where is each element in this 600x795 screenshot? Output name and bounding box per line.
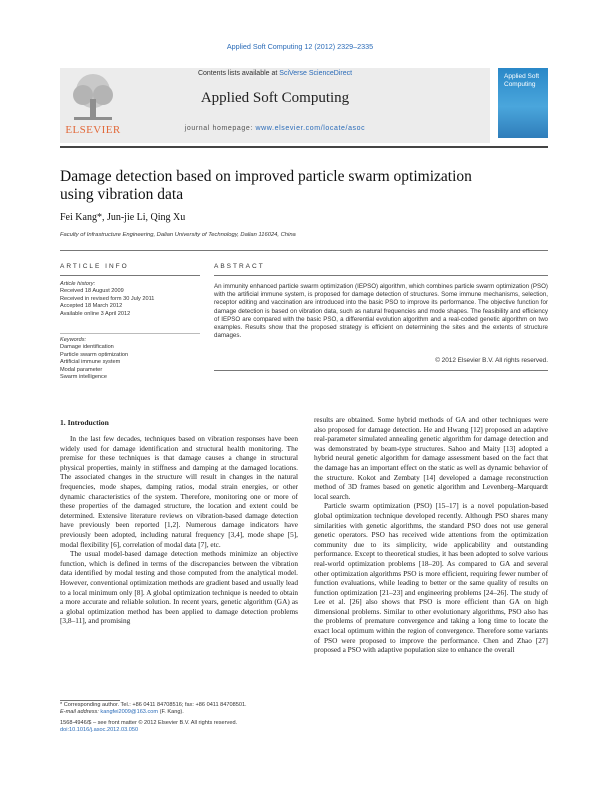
section-heading: 1. Introduction (60, 418, 109, 427)
authors: Fei Kang*, Jun-jie Li, Qing Xu (60, 212, 186, 223)
keyword-item: Modal parameter (60, 366, 103, 373)
keyword-item: Swarm intelligence (60, 374, 107, 381)
article-info-heading: ARTICLE INFO (60, 263, 129, 270)
keyword-item: Damage identification (60, 344, 114, 351)
footnote-rule (60, 700, 120, 701)
abstract-heading: ABSTRACT (214, 263, 265, 270)
history-item: Available online 3 April 2012 (60, 310, 131, 317)
history-item: Received 18 August 2009 (60, 288, 124, 295)
issn-block (60, 720, 298, 735)
email-label: E-mail address: (60, 709, 101, 716)
journal-reference[interactable]: Applied Soft Computing 12 (2012) 2329–2335 (226, 42, 374, 51)
email-suffix: (F. Kang). (158, 709, 184, 716)
divider (214, 370, 548, 371)
journal-cover-text: Applied Soft Computing (504, 73, 540, 88)
abstract-text: An immunity enhanced particle swarm optimization (IEPSO) algorithm, which combines particle swarm optimization (PSO) with the artificial immune system, is proposed for damage detection of structures. Some immune mechanisms, selection, receptor editing and vaccination are introduced into the basic PSO to improve its performance. The objective function for damage detection is based on vibration data, such as natural frequencies and mode shapes. The feasibility and efficiency of IEPSO are compared with the basic PSO, a differential evolution algorithm and a real-coded genetic algorithm on two examples. Results show that the proposed strategy is efficient on determining the sites and the extents of structure damages. (214, 283, 548, 340)
history-label: Article history: (60, 281, 96, 287)
publisher-logo-text: ELSEVIER (65, 124, 121, 136)
paragraph: In the last few decades, techniques based on vibration responses have been widely used for damage identification and structural health monitoring. The premise for these techniques is that damage causes a change in structural physical properties, mainly in stiffness and damping at the damaged locations. The associated changes in the structure will result in changes in the natural frequencies, mode shapes, damping ratios, modal strain energies, or other dynamic characteristics of the system. Therefore, monitoring one or more of these properties of the damaged structure, the location and extent could be determined. Extensive literature reviews on vibration-based damage detection have previously been reported [1,2]. Numerous damage indicators have previously been adopted, including natural frequency [3,4], mode shape [5], modal flexibility [6], correlation of modal data [7], etc. (60, 434, 298, 549)
divider (60, 333, 200, 334)
doi-link[interactable]: doi:10.1016/j.asoc.2012.03.050 (60, 727, 139, 734)
right-column (314, 415, 548, 655)
history-item: Accepted 18 March 2012 (60, 303, 123, 310)
footnote (60, 702, 298, 717)
divider (214, 275, 548, 276)
keywords-label: Keywords: (60, 337, 87, 343)
affiliation: Faculty of Infrastructure Engineering, Dalian University of Technology, Dalian 116024, China (60, 232, 296, 238)
paragraph: The usual model-based damage detection methods minimize an objective function, which is defined in terms of the discrepancies between the vibration data identified by modal testing and those computed from the analytical model. However, conventional optimization methods are gradient based and usually lead to a local minimum only [8]. A global optimization technique is needed to obtain a more accurate and reliable solution. In recent years, genetic algorithm (GA) as a global optimization method has been applied to damage detection problems [3,8–11], and promising (60, 549, 298, 626)
keyword-item: Artificial immune system (60, 359, 121, 366)
homepage-prefix: journal homepage: (184, 125, 256, 132)
email-link[interactable]: kangfei2009@163.com (100, 709, 159, 716)
keyword-item: Particle swarm optimization (60, 351, 129, 358)
paragraph: results are obtained. Some hybrid methods of GA and other techniques were also proposed for damage detection. He and Hwang [12] proposed an adaptive real-parameter simulated annealing genetic algorithm for damage detection and was demonstrated by beam-type structures. Sahoo and Maity [13] adopted a hybrid neural genetic algorithm for damage assessment based on the fact that the damage has an important effect on the static as well as dynamic behavior of the structure. Kokot and Zembaty [14] developed a damage reconstruction method of 3D frames based on genetic algorithm and Levenberg–Marquardt local search. (314, 415, 548, 501)
paper-title: Damage detection based on improved particle swarm optimization using vibration data (60, 168, 472, 203)
paragraph: Particle swarm optimization (PSO) [15–17] is a novel population-based global optimization technique developed recently. Although PSO shares many similarities with genetic algorithms, the standard PSO does not use general genetic operators. PSO has received wide attentions from the optimization community due to its simplicity, wide applicability and outstanding performance. Except to theoretical studies, it has been adopted to solve various real-world optimization problems [18–20]. As compared to GA and several other optimization algorithms PSO is more efficient, requiring fewer number of function evaluations, while leading to better or the same quality of results on function optimization [21–23] and engineering problems [24–26]. The study of Lee et al. [26] also shows that PSO is more efficient than GA on high dimensional problems. Similar to other evolutionary algorithms, PSO also has the problems of premature convergence and taking a long time to locate the exact local optimum within the region of convergence. Therefore some variants of PSO were proposed to improve the performance. Chen and Zhao [27] proposed a PSO with adaptive population size to enhance the overall (314, 501, 548, 655)
journal-title: Applied Soft Computing (200, 90, 350, 106)
sciencedirect-link[interactable]: SciVerse ScienceDirect (279, 70, 353, 77)
divider (60, 275, 200, 276)
divider (60, 250, 548, 251)
history-item: Received in revised form 30 July 2011 (60, 295, 155, 302)
homepage-link[interactable]: www.elsevier.com/locate/asoc (255, 125, 366, 132)
issn-line: 1568-4946/$ – see front matter © 2012 Elsevier B.V. All rights reserved. (60, 720, 238, 726)
email-line (60, 709, 298, 716)
left-column (60, 434, 298, 626)
contents-prefix: Contents lists available at (197, 70, 280, 77)
keywords (60, 337, 200, 381)
header-rule (60, 146, 548, 148)
copyright: © 2012 Elsevier B.V. All rights reserved. (435, 357, 548, 364)
article-history (60, 281, 200, 318)
corresponding-author: * Corresponding author. Tel.: +86 0411 84708516; fax: +86 0411 84708501. (60, 702, 247, 708)
